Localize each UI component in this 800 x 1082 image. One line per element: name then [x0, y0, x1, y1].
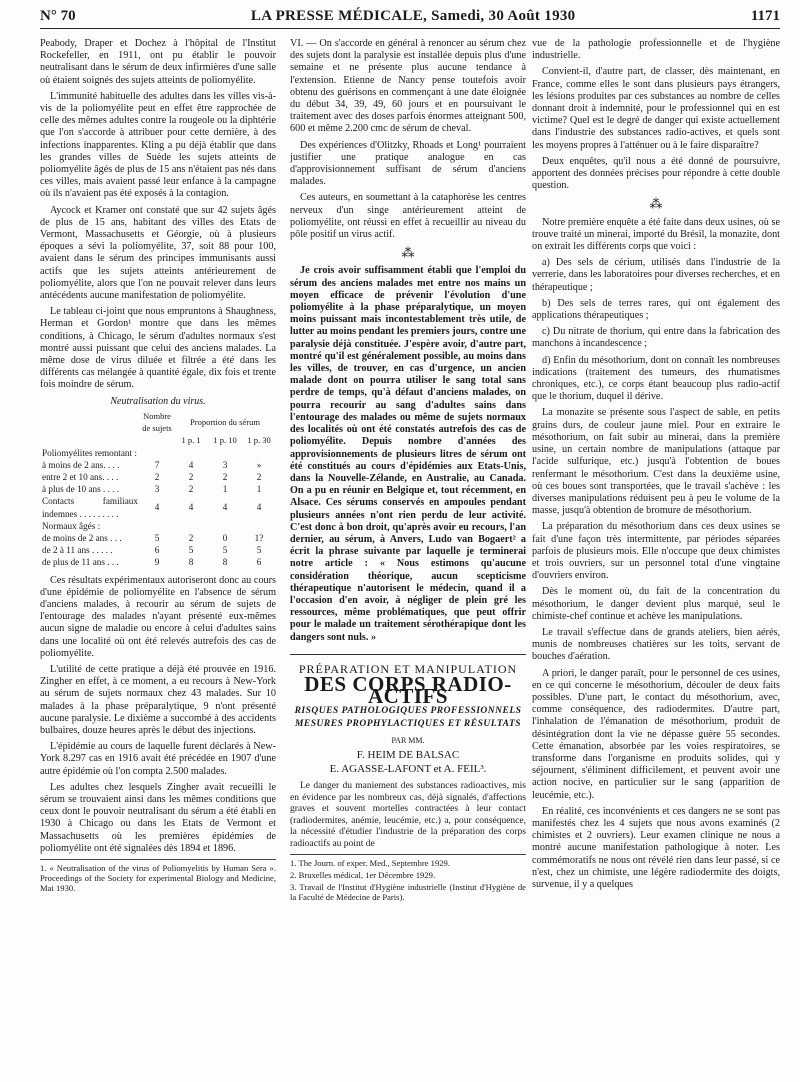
table-cell: 2	[188, 532, 194, 543]
table-header: Nombre de sujets	[142, 410, 172, 434]
table-row	[40, 532, 276, 544]
paragraph: Les adultes chez lesquels Zingher avait recueilli le sérum se trouvaient ainsi dans les mêmes conditions que ceux dont le pouvoir neutralisant du sérum a été établi en 1930 à Chicago ou dans les Etats de Vermont et Massachusetts où les premières épidémies de poliomyélite ont été signalées dès 1894 et 1896.	[40, 781, 276, 854]
row-label: à plus de 10 ans . . . .	[42, 484, 120, 495]
table-row	[40, 483, 276, 495]
table-cell	[174, 520, 208, 532]
table-row	[40, 520, 276, 532]
footnotes	[290, 854, 526, 902]
paragraph: Le danger du maniement des substances radioactives, mis en évidence par les nombreux cas, déjà signalés, d'affections graves et souvent mortelles contractées à leur contact (radiodermites, anémie, leucémie, etc.) a, pour conséquence, la nécessité d'étudier l'industrie de la préparation des corps radioactifs au point de	[290, 781, 526, 849]
table-cell: 5	[256, 545, 262, 556]
page-number: 1171	[750, 7, 780, 24]
table-header: 1 p. 10	[213, 435, 237, 446]
table-cell: 1?	[254, 532, 264, 543]
paragraph: Dès le moment où, du fait de la concentration du mésothorium, le danger devient plus marqué, seul le chimiste-chef continue et achève les manipulations.	[532, 586, 780, 622]
paragraph: VI. — On s'accorde en général à renoncer au sérum chez des sujets dont la paralysie est installée depuis plus d'une semaine et ne présente plus aucune tendance à l'extension. Etienne de Nancy pense toutefois avoir obtenu des guérisons en commençant à une date éloignée du début 34, 39, 49, 60 jours et en poursuivant le traitement avec des doses parfois énormes atteignant 500, 600 et même 2.200 cmc de sérum de cheval.	[290, 38, 526, 135]
table-cell	[242, 520, 276, 532]
paragraph: La préparation du mésothorium dans ces deux usines se fait d'une façon très intermittente, par périodes séparées parfois de plusieurs mois. Elle n'occupe que deux chimistes et trois ouvriers, sur un personnel total d'une vingtaine d'ouvriers environ.	[532, 521, 780, 582]
table-cell: 1	[256, 484, 262, 495]
column-1	[40, 38, 276, 893]
table-row	[40, 447, 276, 459]
table-cell: 4	[188, 502, 194, 513]
paragraph: L'épidémie au cours de laquelle furent déclarés à New-York 8.297 cas en 1916 avait été précédée en 1907 d'une autre épidémie où l'on compta 2.500 malades.	[40, 741, 276, 777]
paragraph: Des expériences d'Olitzky, Rhoads et Long¹ pourraient justifier une pratique analogue en cas d'approvisionnement suffisant de sérum d'anciens malades.	[290, 139, 526, 188]
journal-title: LA PRESSE MÉDICALE, Samedi, 30 Août 1930	[250, 7, 576, 24]
section-separator: ⁂	[649, 196, 663, 212]
table-cell	[140, 447, 174, 459]
paragraph: L'immunité habituelle des adultes dans les villes vis-à-vis de la poliomyélite peut en effet être rapprochée de celle des mêmes adultes contre la rougeole ou la diphtérie que l'on s'accorde à attribuer pour cette dernière, à des infections inapparentes. Kling a pu déjà établir que dans les grandes villes de Suède les sujets atteints de poliomyélite âgés de plus de 15 ans n'étaient pas nés dans ces villes, mais avaient passé leur enfance à la campagne où ils n'avaient pas été exposés à la contagion.	[40, 90, 276, 200]
paragraph: A priori, le danger paraît, pour le personnel de ces usines, en ce qui concerne le mésothorium, découler de deux faits possibles. D'une part, le contact du mésothorium, avec, comme conséquence, des radiodermites. D'autre part, l'inhalation de l'émanation de mésothorium, produit de désintégration dont la vie ne dépasse guère 55 secondes. Cette émanation, absorbée par les voies respiratoires, se transforme dans l'organisme en produits solides, qui y séjournent, s'éliminent difficilement, et peuvent avoir une action nocive, en particulier sur le sang (apparition de leucémie, etc.).	[532, 667, 780, 801]
table-row	[40, 459, 276, 471]
table-cell: 3	[222, 459, 228, 470]
paragraph: L'utilité de cette pratique a déjà été prouvée en 1916. Zingher en effet, à ce moment, a eu recours à New-York au sérum de sujets normaux chez 43 malades. Sur 10 malades à la phase préparalytique, 9 n'ont présenté aucune paralysie. Le dixième a succombé à des accidents bulbaires, douze heures après le début des injections.	[40, 663, 276, 736]
row-label: Poliomyélites remontant :	[42, 447, 137, 458]
paragraph: Je crois avoir suffisamment établi que l'emploi du sérum des anciens malades met entre nos mains un moyen efficace de prévenir l'évolution d'une poliomyélite à la phase préparalytique, un moyen moins puissant mais incontestablement très utile, de lutter au moins pendant les premiers jours, contre une paralysie déjà constituée. J'espère avoir, d'autre part, montré qu'il est généralement possible, au moins dans les villes, de trouver, en cas d'urgence, un ancien malade dont on pourra utiliser le sang total sans perdre de temps, qu'à défaut d'anciens malades, on pourra recourir au sang d'adultes sains dans l'entourage des malades ou même de sujets normaux des localités où ont été constatés autrefois des cas de poliomyélite. Depuis nombre d'années des approvisionnements de plusieurs litres de sérum ont été constitués au cours d'épidémies aux Etats-Unis, dans la Nouvelle-Zélande, en Australie, au Canada. On a pu en réunir en Belgique et, tout récemment, en Alsace. Ces sérums conservés en ampoules pendant plusieurs années n'ont rien perdu de leur activité. C'est donc à bon droit, qu'après avoir eu recours, l'an dernier, au sérum, à Anvers, Ludo van Bogaert² a écrit la phrase suivante par laquelle je terminerai notre article : « Nous estimons qu'aucune considération théorique, aucun scepticisme thérapeutique n'autorisent le médecin, quand il a l'occasion d'en avoir, à négliger de plein gré les ressources, même problématiques, que peut offrir pour le malade un traitement sérothérapique dont les dangers sont nuls. »	[290, 265, 526, 643]
paragraph: Notre première enquête a été faite dans deux usines, où se trouve traité un minerai, importé du Brésil, la monazite, dont on extrait les différents corps que voici :	[532, 216, 780, 253]
table-cell: 5	[188, 545, 194, 556]
table-cell	[140, 520, 174, 532]
column-2	[290, 38, 526, 904]
table-cell: 8	[222, 557, 228, 568]
page-header	[40, 4, 780, 29]
list-item: b) Des sels de terres rares, qui ont également des applications thérapeutiques ;	[532, 297, 780, 322]
article-subtitle: MESURES PROPHYLACTIQUES ET RÉSULTATS	[294, 718, 522, 729]
table-cell: 8	[188, 557, 194, 568]
table-cell: 2	[256, 471, 262, 482]
paragraph: Convient-il, d'autre part, de classer, dès maintenant, en France, comme elles le sont dans plusieurs pays étrangers, les lésions produites par ces substances au nombre de celles donnant droit à indemnité, pour le professionnel qui en est victime? Quel est le degré de danger qui existe actuellement dans l'industrie des substances radio-actives, et quels sont les moyens propres à l'atténuer ou à le faire disparaître?	[532, 66, 780, 151]
list-item: a) Des sels de cérium, utilisés dans l'industrie de la verrerie, dans les laboratoires pour diverses recherches, et en thérapeutique ;	[532, 257, 780, 293]
neutralisation-table	[40, 410, 276, 569]
paragraph: Ces résultats expérimentaux autoriseront donc au cours d'une épidémie de poliomyélite en l'absence de sérum d'anciens malades, à recourir au sérum de sujets de l'entourage des malades n'ayant présenté eux-mêmes aucun signe de maladie ou encore à celui d'adultes sains dans une localité où ont été relevés autrefois des cas de poliomyélite.	[40, 574, 276, 659]
column-3	[532, 38, 780, 895]
table-cell: 5	[222, 545, 228, 556]
row-label: de moins de 2 ans . . .	[42, 532, 122, 543]
article-title-main: DES CORPS RADIO-ACTIFS	[304, 671, 512, 709]
paragraph: Le travail s'effectue dans de grands ateliers, bien aérés, munis de nombreuses chatières sur les toits, servant de bouches d'aération.	[532, 626, 780, 663]
table-cell: 5	[154, 532, 160, 543]
author-line: E. AGASSE-LAFONT et A. FEIL³.	[329, 763, 487, 776]
table-cell: 2	[154, 471, 160, 482]
table-cell: 4	[188, 459, 194, 470]
row-label: à moins de 2 ans. . . .	[42, 459, 120, 470]
table-cell: 4	[256, 502, 262, 513]
footnote: 3. Travail de l'Institut d'Hygiène industrielle (Institut d'Hygiène de la Faculté de Médecine de Paris).	[290, 882, 526, 903]
footnote: 1. The Journ. of exper. Med., Septembre 1929.	[290, 858, 450, 869]
issue-number: N° 70	[40, 7, 76, 24]
table-row	[40, 471, 276, 483]
table-group-header: Proportion du sérum	[190, 416, 260, 427]
paragraph: Deux enquêtes, qu'il nous a été donné de poursuivre, apportent des données précises pour répondre à cette double question.	[532, 155, 780, 192]
paragraph: En réalité, ces inconvénients et ces dangers ne se sont pas manifestés chez les 4 sujets que nous avons examinés (2 chimistes et 2 ouvriers). Leur examen clinique ne nous a montré aucune manifestation pathologique à noter. Les commémoratifs ne nous ont révélé rien dans leur passé, si ce n'est, chez un chimiste, une légère radiodermite des doigts, survenue, il y a quelques	[532, 805, 780, 890]
table-cell	[208, 447, 242, 459]
paragraph: La monazite se présente sous l'aspect de sable, en petits grains durs, de couleur jaune miel. Pour en extraire le mésothorium, on fait subir au minerai, dans la première usine, un certain nombre de manipulations (attaque par l'acide sulfurique, etc.) jusqu'à l'obtention de boues renfermant le mésothorium. C'est dans la deuxième usine, où ces boues sont transportées, que le travail s'achève : les diverses manipulations réduisent peu à peu le volume de la masse, jusqu'à obtention de bromure de mésothorium.	[532, 407, 780, 517]
table-cell	[174, 447, 208, 459]
paragraph: Ces auteurs, en soumettant à la cataphorèse les centres nerveux d'un singe antérieurement atteint de poliomyélite, ont réussi en effet à recueillir au niveau du pôle positif un virus actif.	[290, 192, 526, 241]
table-cell: 6	[154, 545, 160, 556]
table-cell: 7	[154, 459, 160, 470]
table-cell: 9	[154, 557, 160, 568]
section-separator: ⁂	[401, 245, 415, 261]
row-label: entre 2 et 10 ans. . . .	[42, 471, 119, 482]
table-cell: 4	[154, 502, 160, 513]
list-item: c) Du nitrate de thorium, qui entre dans la fabrication des manchons à incandescence ;	[532, 326, 780, 350]
table-row	[40, 544, 276, 556]
footnote: 2. Bruxelles médical, 1er Décembre 1929.	[290, 870, 436, 881]
table-cell: 2	[222, 471, 228, 482]
row-label: Contacts familiaux indemnes . . . . . . . . .	[42, 496, 138, 519]
table-cell: 0	[222, 532, 228, 543]
row-label: de 2 à 11 ans . . . . .	[42, 545, 113, 556]
row-label: Normaux âgés :	[42, 520, 101, 531]
article-title-top: PRÉPARATION ET MANIPULATION	[298, 661, 518, 676]
table-cell: »	[256, 459, 262, 470]
by-label: PAR MM.	[391, 735, 425, 745]
table-cell: 3	[154, 484, 160, 495]
footnote: 1. « Neutralisation of the virus of Poliomyelitis by Human Sera ». Proceedings of the Society for experimental Biology and Medicine, Mai 1930.	[40, 859, 276, 893]
table-row	[40, 495, 276, 519]
paragraph: Peabody, Draper et Dochez à l'hôpital de l'Institut Rockefeller, en 1911, ont pu établir le pouvoir neutralisant dans le sérum de deux infirmières d'une salle où étaient soignés des sujets atteints de poliomyélite.	[40, 38, 276, 86]
table-cell	[242, 447, 276, 459]
table-cell: 1	[222, 484, 228, 495]
table-cell: 2	[188, 484, 194, 495]
table-header: 1 p. 1	[181, 435, 201, 446]
article-subtitle: RISQUES PATHOLOGIQUES PROFESSIONNELS	[294, 706, 522, 717]
paragraph: vue de la pathologie professionnelle et de l'hygiène industrielle.	[532, 38, 780, 62]
table-cell: 6	[256, 557, 262, 568]
table-cell: 2	[188, 471, 194, 482]
table-row	[40, 556, 276, 568]
table-caption: Neutralisation du virus.	[110, 395, 206, 407]
paragraph: Aycock et Kramer ont constaté que sur 42 sujets âgés de plus de 15 ans, habitant des villes des Etats de Vermont, Massachusetts et Géorgie, où à plusieurs époques a sévi la poliomyélite, 37, soit 88 pour 100, avaient dans le sérum des principes immunisants aussi actifs que les sujets atteints antérieurement de poliomyélite, alors que l'on ne pouvait relever dans leurs antécédents aucune manifestation de poliomyélite.	[40, 204, 276, 302]
table-cell	[208, 520, 242, 532]
author-line: F. HEIM DE BALSAC	[356, 748, 460, 761]
table-header	[40, 410, 140, 434]
article-heading	[290, 654, 526, 776]
row-label: de plus de 11 ans . . .	[42, 557, 119, 568]
list-item: d) Enfin du mésothorium, dont on connaît les nombreuses indications (traitement des tumeurs, des rhumatismes chroniques, etc.), ce corps étant beaucoup plus radio-actif que le thorium, duquel il dérive.	[532, 354, 780, 403]
table-header: 1 p. 30	[247, 435, 271, 446]
paragraph: Le tableau ci-joint que nous empruntons à Shaughness, Herman et Gordon¹ montre que dans les mêmes conditions, à Chicago, le sérum d'adultes normaux s'est montré aussi puissant que celui des anciens malades. La même dose de virus diluée et filtrée a été dans les différents cas mélangée à quantité égale, dix fois et trente fois moindre de sérum.	[40, 306, 276, 391]
table-cell: 4	[222, 502, 228, 513]
